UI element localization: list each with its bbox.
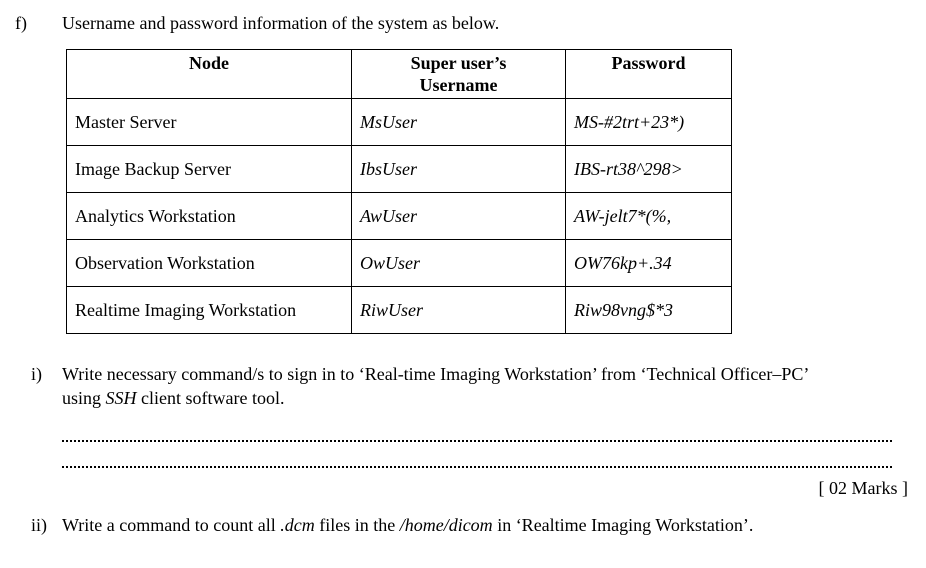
cell-username: IbsUser bbox=[352, 146, 566, 193]
sub-question-i-label: i) bbox=[31, 364, 42, 384]
question-intro: Username and password information of the system as below. bbox=[62, 13, 500, 33]
table-row bbox=[67, 240, 732, 287]
cell-password: AW-jelt7*(%, bbox=[566, 193, 732, 240]
cell-node: Analytics Workstation bbox=[67, 193, 352, 240]
cell-node: Image Backup Server bbox=[67, 146, 352, 193]
answer-line[interactable] bbox=[62, 440, 892, 442]
header-username-line2: Username bbox=[419, 75, 498, 95]
header-password: Password bbox=[566, 50, 732, 99]
file-extension-term: .dcm bbox=[280, 515, 315, 535]
sub-question-ii-text bbox=[62, 514, 753, 536]
credentials-table bbox=[66, 49, 732, 334]
directory-path-term: /home/dicom bbox=[399, 515, 493, 535]
header-node: Node bbox=[67, 50, 352, 99]
text-fragment: Write a command to count all bbox=[62, 515, 281, 535]
cell-password: OW76kp+.34 bbox=[566, 240, 732, 287]
cell-node: Observation Workstation bbox=[67, 240, 352, 287]
cell-password: IBS-rt38^298> bbox=[566, 146, 732, 193]
sub-question-ii-label: ii) bbox=[31, 515, 47, 535]
sub-question-i-text-line2 bbox=[62, 387, 284, 409]
cell-node: Realtime Imaging Workstation bbox=[67, 287, 352, 334]
answer-line[interactable] bbox=[62, 466, 892, 468]
table-header-row bbox=[67, 50, 732, 99]
table-row bbox=[67, 287, 732, 334]
cell-username: OwUser bbox=[352, 240, 566, 287]
header-username bbox=[352, 50, 566, 99]
text-fragment: in ‘Realtime Imaging Workstation’. bbox=[492, 515, 754, 535]
table-row bbox=[67, 99, 732, 146]
cell-password: MS-#2trt+23*) bbox=[566, 99, 732, 146]
table-row bbox=[67, 193, 732, 240]
cell-username: RiwUser bbox=[352, 287, 566, 334]
cell-username: AwUser bbox=[352, 193, 566, 240]
text-fragment: using bbox=[62, 388, 106, 408]
question-label: f) bbox=[15, 13, 27, 33]
text-fragment: files in the bbox=[314, 515, 400, 535]
cell-password: Riw98vng$*3 bbox=[566, 287, 732, 334]
ssh-term: SSH bbox=[105, 388, 137, 408]
text-fragment: client software tool. bbox=[136, 388, 285, 408]
header-username-line1: Super user’s bbox=[410, 53, 507, 73]
table-row bbox=[67, 146, 732, 193]
marks-label: [ 02 Marks ] bbox=[818, 478, 908, 498]
cell-node: Master Server bbox=[67, 99, 352, 146]
sub-question-i-text-line1: Write necessary command/s to sign in to ‘Real-time Imaging Workstation’ from ‘Technical Officer–PC’ bbox=[62, 364, 810, 384]
cell-username: MsUser bbox=[352, 99, 566, 146]
